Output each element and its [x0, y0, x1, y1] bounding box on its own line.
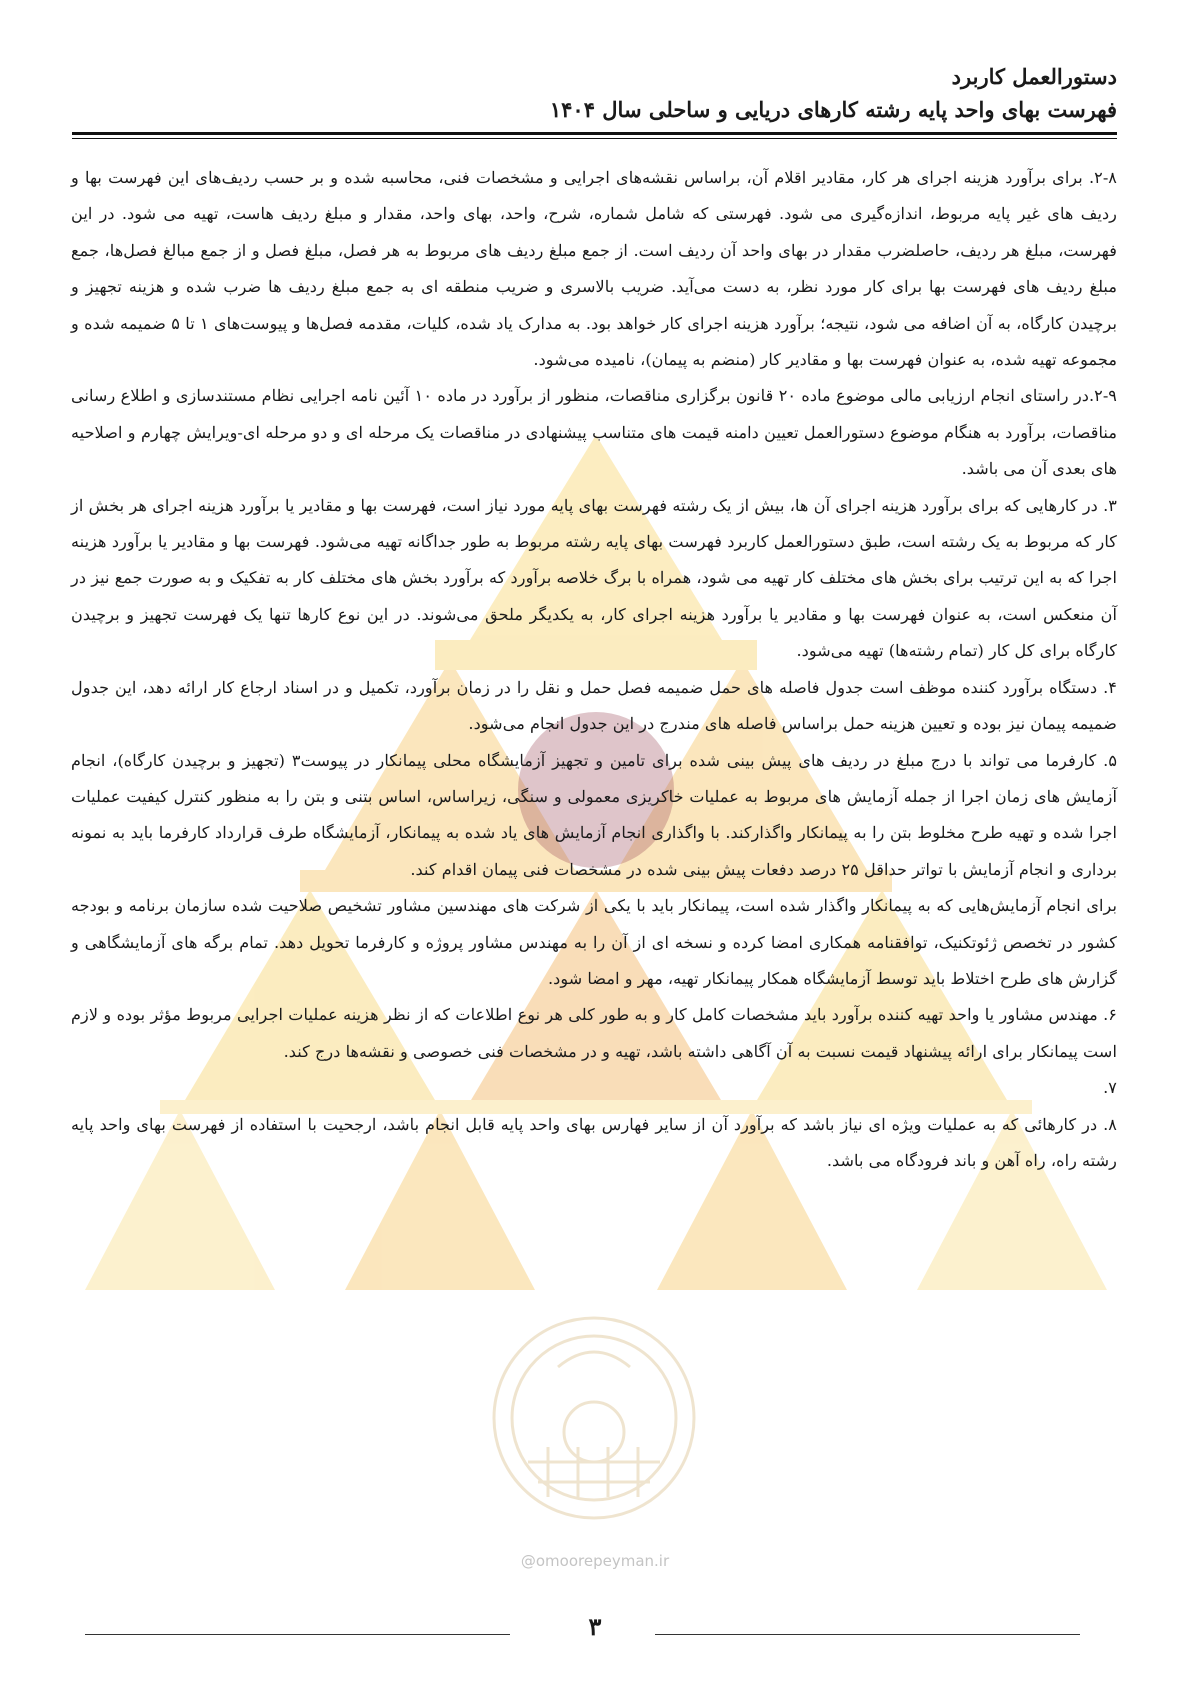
paragraph-2-9: ۲-۹.در راستای انجام ارزیابی مالی موضوع ماده ۲۰ قانون برگزاری مناقصات، منظور از برآورد در ماده ۱۰ آئین نامه اجرایی نظام مستندسازی و اطلاع رسانی مناقصات، برآورد به هنگام موضوع دستورالعمل تعیین دامنه قیمت های متناسب پیشنهادی در مناقصات یک مرحله ای و دو مرحله ای-ویرایش چهارم و اصلاحیه های بعدی آن می باشد. — [71, 386, 1117, 479]
page-number: ۳ — [588, 1612, 602, 1641]
footer-rule-left — [85, 1634, 510, 1635]
watermark-site: @omoorepeyman.ir — [520, 1552, 670, 1570]
header-rule-thin — [72, 138, 1117, 139]
paragraph-7: ۷. — [1103, 1078, 1117, 1098]
paragraph-6: ۶. مهندس مشاور یا واحد تهیه کننده برآورد باید مشخصات کامل کار و به طور کلی هر نوع اطلاعات که از نظر هزینه عملیات اجرایی مربوط مؤثر بوده و لازم است پیمانکار برای ارائه پیشنهاد قیمت نسبت به آن آگاهی داشته باشد، تهیه و در مشخصات فنی خصوصی و نقشه‌ها درج کند. — [71, 1005, 1117, 1061]
header-rule-thick — [72, 132, 1117, 135]
page-header — [72, 62, 1117, 139]
paragraph-2-8: ۲-۸. برای برآورد هزینه اجرای هر کار، مقادیر اقلام آن، براساس نقشه‌های اجرایی و مشخصات فنی، محاسبه شده و بر حسب ردیف‌های این فهرست بها و ردیف های غیر پایه مربوط، اندازه‌گیری می شود. فهرستی که شامل شماره، شرح، واحد، بهای واحد، مقدار و مبلغ ردیف هاست، تهیه می شود. در این فهرست، مبلغ هر ردیف، حاصلضرب مقدار در بهای واحد آن ردیف است. از جمع مبلغ ردیف های مربوط به هر فصل، مبلغ فصل و از جمع مبالغ فصل‌ها، جمع مبلغ ردیف های فهرست بها برای کار مورد نظر، به دست می‌آید. ضریب بالاسری و ضریب منطقه ای به جمع مبلغ ردیف ها ضرب شده و هزینه تجهیز و برچیدن کارگاه، به آن اضافه می شود، نتیجه؛ برآورد هزینه اجرای کار خواهد بود. به مدارک یاد شده، کلیات، مقدمه فصل‌ها و پیوست‌های ۱ تا ۵ ضمیمه شده و مجموعه تهیه شده، به عنوان فهرست بها و مقادیر کار (منضم به پیمان)، نامیده می‌شود. — [71, 168, 1117, 370]
document-body — [71, 160, 1117, 1179]
seal-watermark — [488, 1312, 700, 1524]
paragraph-5: ۵. کارفرما می تواند با درج مبلغ در ردیف های پیش بینی شده برای تامین و تجهیز آزمایشگاه محلی پیمانکار در پیوست۳ (تجهیز و برچیدن کارگاه)، انجام آزمایش های زمان اجرا از جمله آزمایش های مربوط به عملیات خاکریزی معمولی و سنگی، زیراساس، اساس بتنی و بتن را به منظور کنترل کیفیت عملیات اجرا شده و تهیه طرح مخلوط بتن را به پیمانکار واگذارکند. با واگذاری انجام آزمایش های یاد شده به پیمانکار، آزمایشگاه طرف قرارداد کارفرما باید به نمونه برداری و انجام آزمایش با تواتر حداقل ۲۵ درصد دفعات پیش بینی شده در مشخصات فنی پیمان اقدام کند. — [71, 750, 1118, 879]
header-title: دستورالعمل کاربرد — [951, 64, 1117, 89]
paragraph-3: ۳. در کارهایی که برای برآورد هزینه اجرای آن ها، بیش از یک رشته فهرست بهای پایه مورد نیاز است، فهرست بها و مقادیر یا برآورد هزینه اجرای هر بخش از کار که مربوط به یک رشته است، طبق دستورالعمل کاربرد فهرست بهای پایه رشته مربوط به طور جداگانه تهیه می‌شود. فهرست بها و مقادیر یا برآورد هزینه اجرا که به این ترتیب برای بخش های مختلف کار تهیه می شود، همراه با برگ خلاصه برآورد که برآورد بخش های مختلف کار به تفکیک و به صورت جمع نیز در آن منعکس است، به عنوان فهرست بها و مقادیر یا برآورد هزینه اجرای کار، به یکدیگر ملحق می‌شوند. در این نوع کارها تنها یک فهرست تجهیز و برچیدن کارگاه برای کل کار (تمام رشته‌ها) تهیه می‌شود. — [71, 495, 1117, 661]
footer-rule-right — [655, 1634, 1080, 1635]
page-footer — [0, 1612, 1191, 1652]
paragraph-4: ۴. دستگاه برآورد کننده موظف است جدول فاصله های حمل ضمیمه فصل حمل و نقل را در زمان برآورد، تکمیل و در اسناد ارجاع کار ارائه دهد، این جدول ضمیمه پیمان نیز بوده و تعیین هزینه حمل براساس فاصله های مندرج در این جدول انجام می‌شود. — [71, 677, 1117, 734]
paragraph-5-continued: برای انجام آزمایش‌هایی که به پیمانکار واگذار شده است، پیمانکار باید با یکی از شرکت های مهندسین مشاور تشخیص صلاحیت شده سازمان برنامه و بودجه کشور در تخصص ژئوتکنیک، توافقنامه همکاری امضا کرده و نسخه ای از آن را به مهندس مشاور پروژه و کارفرما تحویل دهد. تمام برگه های آزمایشگاهی و گزارش های طرح اختلاط باید توسط آزمایشگاه همکار پیمانکار تهیه، مهر و امضا شود. — [71, 896, 1117, 988]
paragraph-8: ۸. در کارهائی که به عملیات ویژه ای نیاز باشد که برآورد آن از سایر فهارس بهای واحد پایه قابل انجام باشد، ارجحیت با استفاده از فهرست بهای واحد پایه رشته راه، راه آهن و باند فرودگاه می باشد. — [71, 1114, 1117, 1170]
header-subtitle: فهرست بهای واحد پایه رشته کارهای دریایی و ساحلی سال ۱۴۰۴ — [549, 97, 1117, 122]
